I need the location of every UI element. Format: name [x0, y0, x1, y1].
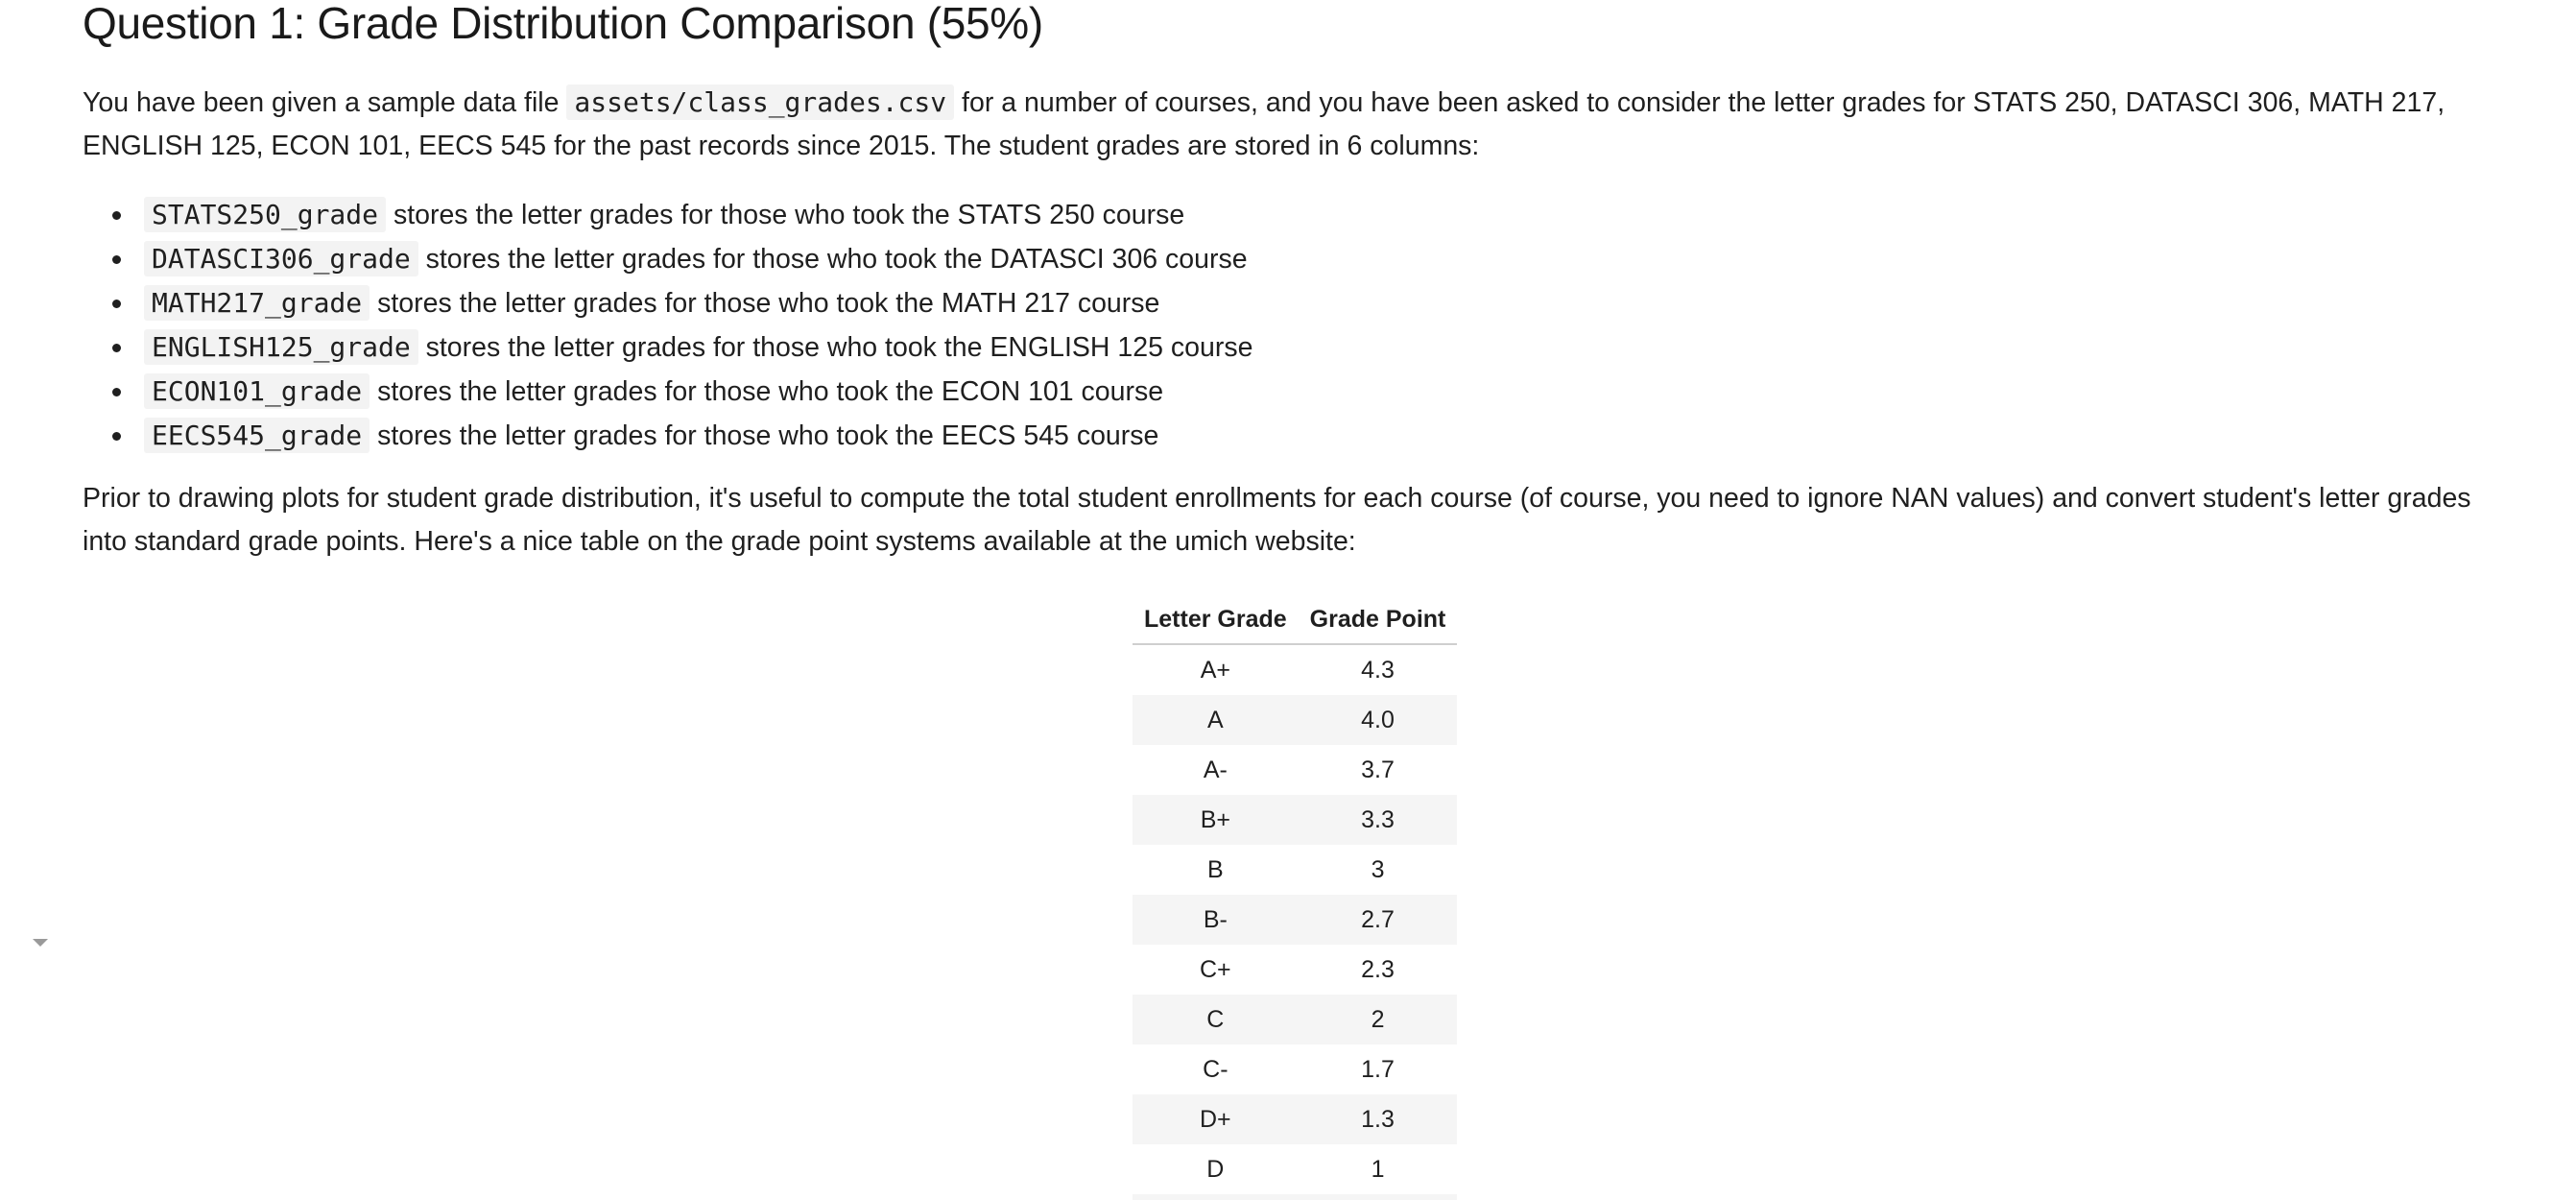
table-row	[1133, 795, 1457, 845]
column-description: stores the letter grades for those who took the MATH 217 course	[377, 288, 1160, 319]
grade-point-table	[1133, 595, 1457, 1200]
letter-grade-cell: A	[1133, 695, 1299, 745]
bullet-icon	[112, 344, 121, 352]
grade-point-cell: 2.3	[1361, 955, 1395, 983]
grade-point-cell: 2.7	[1299, 895, 1458, 945]
list-item	[83, 281, 1252, 325]
table-row	[1133, 845, 1457, 895]
grade-point-cell: 4.0	[1299, 695, 1458, 745]
table-row	[1133, 1144, 1457, 1194]
grade-point-cell: 3	[1371, 855, 1385, 883]
prior-paragraph: Prior to drawing plots for student grade distribution, it's useful to compute the total student enrollments for each course (of course, you need to ignore NAN values) and convert student's letter grades into standard grade points. Here's a nice table on the grade point systems available at the umich website:	[83, 483, 2471, 557]
grade-point-cell: 4.3	[1361, 656, 1395, 684]
bullet-icon	[112, 300, 121, 308]
letter-grade-cell: C	[1133, 995, 1299, 1044]
table-row	[1133, 644, 1457, 695]
table-row-partial	[1133, 1194, 1457, 1200]
bullet-icon	[112, 255, 121, 264]
header-letter-grade: Letter Grade	[1133, 595, 1299, 644]
column-list	[83, 193, 1252, 458]
table-row	[1133, 995, 1457, 1044]
grade-point-cell: 1.7	[1361, 1055, 1395, 1083]
bullet-icon	[112, 211, 121, 220]
table-row	[1133, 895, 1457, 945]
grade-point-cell: 1.3	[1299, 1094, 1458, 1144]
bullet-icon	[112, 432, 121, 441]
column-code: ECON101_grade	[144, 373, 370, 409]
intro-text-before: You have been given a sample data file	[83, 87, 567, 118]
list-item	[83, 414, 1252, 458]
letter-grade-cell: B	[1206, 855, 1224, 883]
letter-grade-cell: A+	[1200, 656, 1230, 684]
column-description: stores the letter grades for those who took the EECS 545 course	[377, 420, 1159, 451]
letter-grade-cell: B+	[1133, 795, 1299, 845]
collapse-caret-icon[interactable]	[33, 939, 48, 947]
letter-grade-cell: C-	[1203, 1055, 1228, 1083]
grade-point-cell: 3.3	[1299, 795, 1458, 845]
column-description: stores the letter grades for those who took the ECON 101 course	[377, 376, 1164, 407]
bullet-icon	[112, 388, 121, 396]
column-code: MATH217_grade	[144, 285, 370, 321]
grade-point-cell: 3.7	[1361, 756, 1395, 783]
column-description: stores the letter grades for those who took the ENGLISH 125 course	[425, 332, 1253, 363]
list-item	[83, 370, 1252, 414]
table-row	[1133, 945, 1457, 995]
table-row	[1133, 1094, 1457, 1144]
column-description: stores the letter grades for those who took the STATS 250 course	[393, 200, 1185, 230]
letter-grade-cell: C+	[1200, 955, 1231, 983]
list-item	[83, 325, 1252, 370]
grade-point-cell: 2	[1299, 995, 1458, 1044]
intro-paragraph	[83, 81, 2520, 168]
intro-text-after: for a number of courses, and you have been asked to consider the letter grades for STATS 250, DATASCI 306, MATH 217, ENGLISH 125, ECON 101, EECS 545 for the past records since 2015. The student grades are stored in 6 columns:	[83, 87, 2445, 161]
header-grade-point: Grade Point	[1299, 595, 1458, 644]
letter-grade-cell: B-	[1133, 895, 1299, 945]
letter-grade-cell: D	[1206, 1155, 1225, 1183]
list-item	[83, 193, 1252, 237]
table-row	[1133, 745, 1457, 795]
letter-grade-cell: A-	[1203, 756, 1228, 783]
letter-grade-cell: D+	[1133, 1094, 1299, 1144]
list-item	[83, 237, 1252, 281]
column-code: DATASCI306_grade	[144, 241, 418, 276]
column-code: EECS545_grade	[144, 418, 370, 453]
column-code: STATS250_grade	[144, 197, 386, 232]
table-row	[1133, 1044, 1457, 1094]
table-header-row	[1133, 595, 1457, 644]
file-path-code: assets/class_grades.csv	[566, 84, 954, 120]
question-heading: Question 1: Grade Distribution Comparison (55%)	[83, 0, 1043, 48]
column-description: stores the letter grades for those who took the DATASCI 306 course	[425, 244, 1248, 275]
grade-point-cell: 1	[1371, 1155, 1385, 1183]
column-code: ENGLISH125_grade	[144, 329, 418, 365]
table-row	[1133, 695, 1457, 745]
